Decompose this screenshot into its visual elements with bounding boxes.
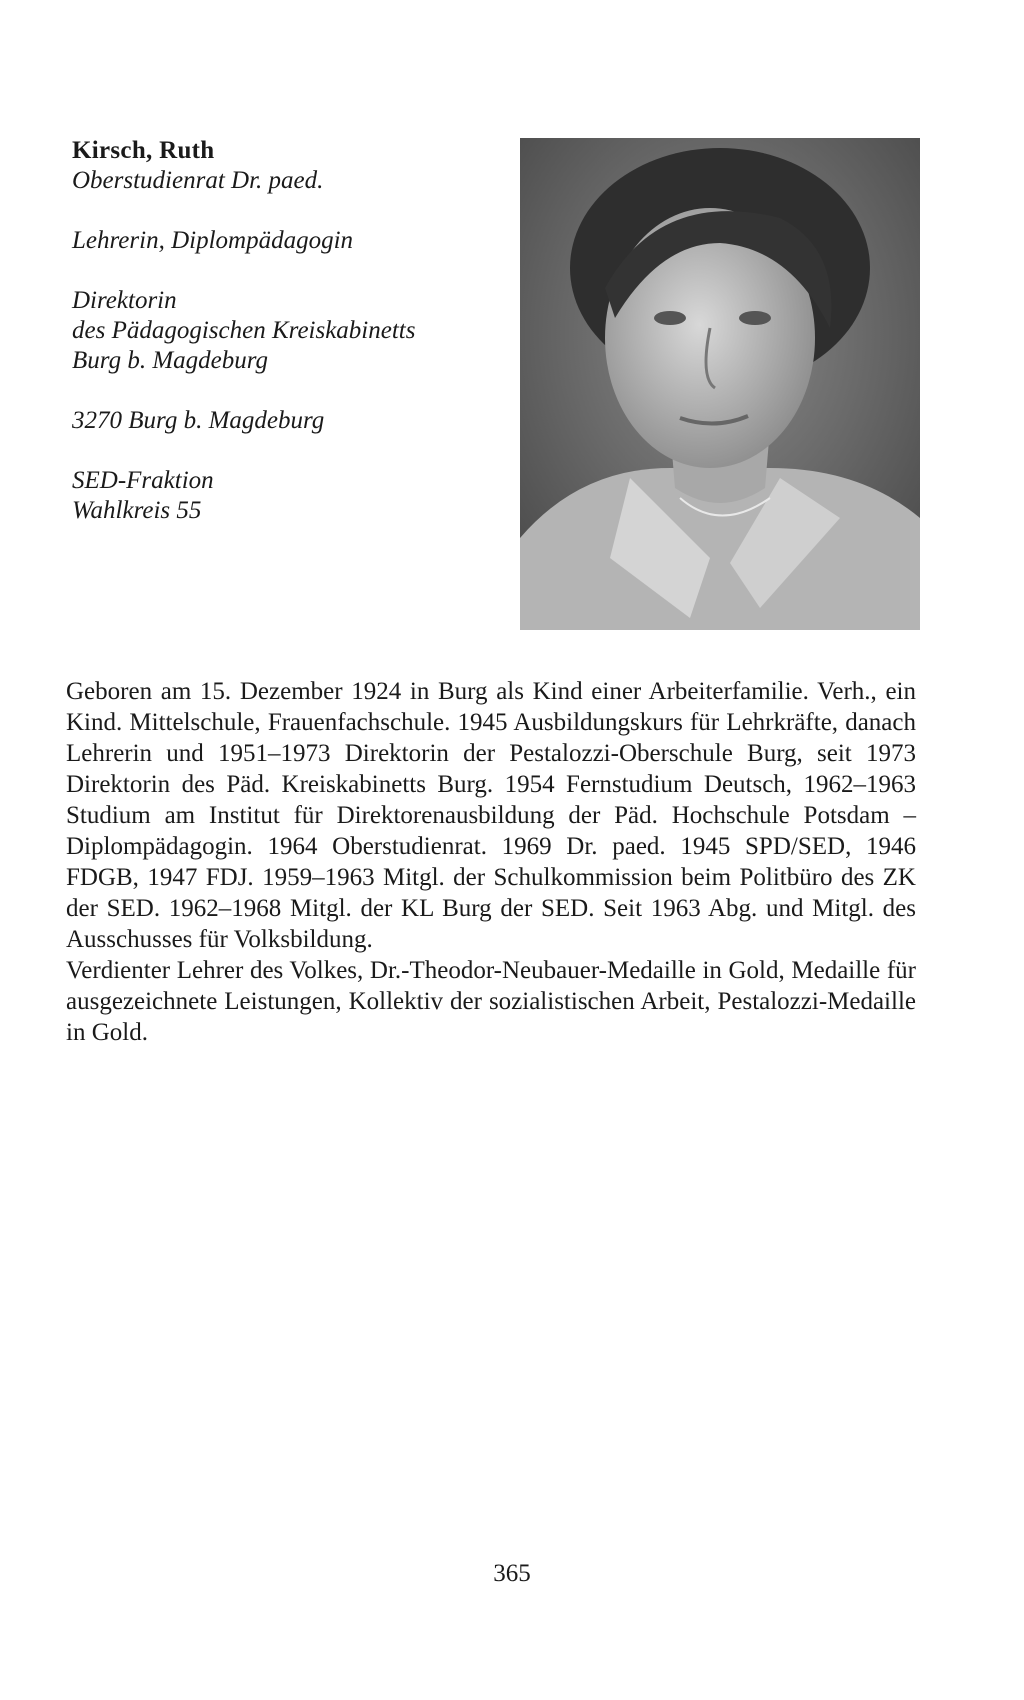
- person-address: 3270 Burg b. Magdeburg: [72, 407, 325, 434]
- position-block: [72, 286, 492, 376]
- person-constituency: Wahlkreis 55: [72, 497, 202, 524]
- position-line: Direktorin: [72, 287, 177, 314]
- entry-header: [72, 136, 492, 556]
- page-number: 365: [493, 1560, 531, 1587]
- person-profession: Lehrerin, Diplompädagogin: [72, 227, 354, 254]
- biography-paragraph: Verdienter Lehrer des Volkes, Dr.-Theodor-Neubauer-Medaille in Gold, Medaille für ausgezeichnete Leistungen, Kollektiv der sozialistischen Arbeit, Pestalozzi-Medaille in Gold.: [66, 957, 916, 1046]
- name-block: [72, 136, 492, 196]
- portrait-photo: [520, 138, 920, 630]
- position-line: des Pädagogischen Kreiskabinetts: [72, 317, 416, 344]
- portrait-photo-icon: [520, 138, 920, 630]
- profession-block: [72, 226, 492, 256]
- biography: [66, 676, 916, 1048]
- position-line: Burg b. Magdeburg: [72, 347, 269, 374]
- address-block: [72, 406, 492, 436]
- person-title: Oberstudienrat Dr. paed.: [72, 167, 324, 194]
- faction-block: [72, 466, 492, 526]
- biography-paragraph: Geboren am 15. Dezember 1924 in Burg als Kind einer Arbeiterfamilie. Verh., ein Kind. Mittelschule, Frauenfachschule. 1945 Ausbildungskurs für Lehrkräfte, danach Lehrerin und 1951–1973 Direktorin der Pestalozzi-Oberschule Burg, seit 1973 Direktorin des Päd. Kreiskabinetts Burg. 1954 Fernstudium Deutsch, 1962–1963 Studium am Institut für Direktorenausbildung der Päd. Hochschule Potsdam – Diplompädagogin. 1964 Oberstudienrat. 1969 Dr. paed. 1945 SPD/SED, 1946 FDGB, 1947 FDJ. 1959–1963 Mitgl. der Schulkommission beim Politbüro des ZK der SED. 1962–1968 Mitgl. der KL Burg der SED. Seit 1963 Abg. und Mitgl. des Ausschusses für Volksbildung.: [66, 678, 916, 953]
- person-faction: SED-Fraktion: [72, 467, 214, 494]
- person-name: Kirsch, Ruth: [72, 137, 215, 164]
